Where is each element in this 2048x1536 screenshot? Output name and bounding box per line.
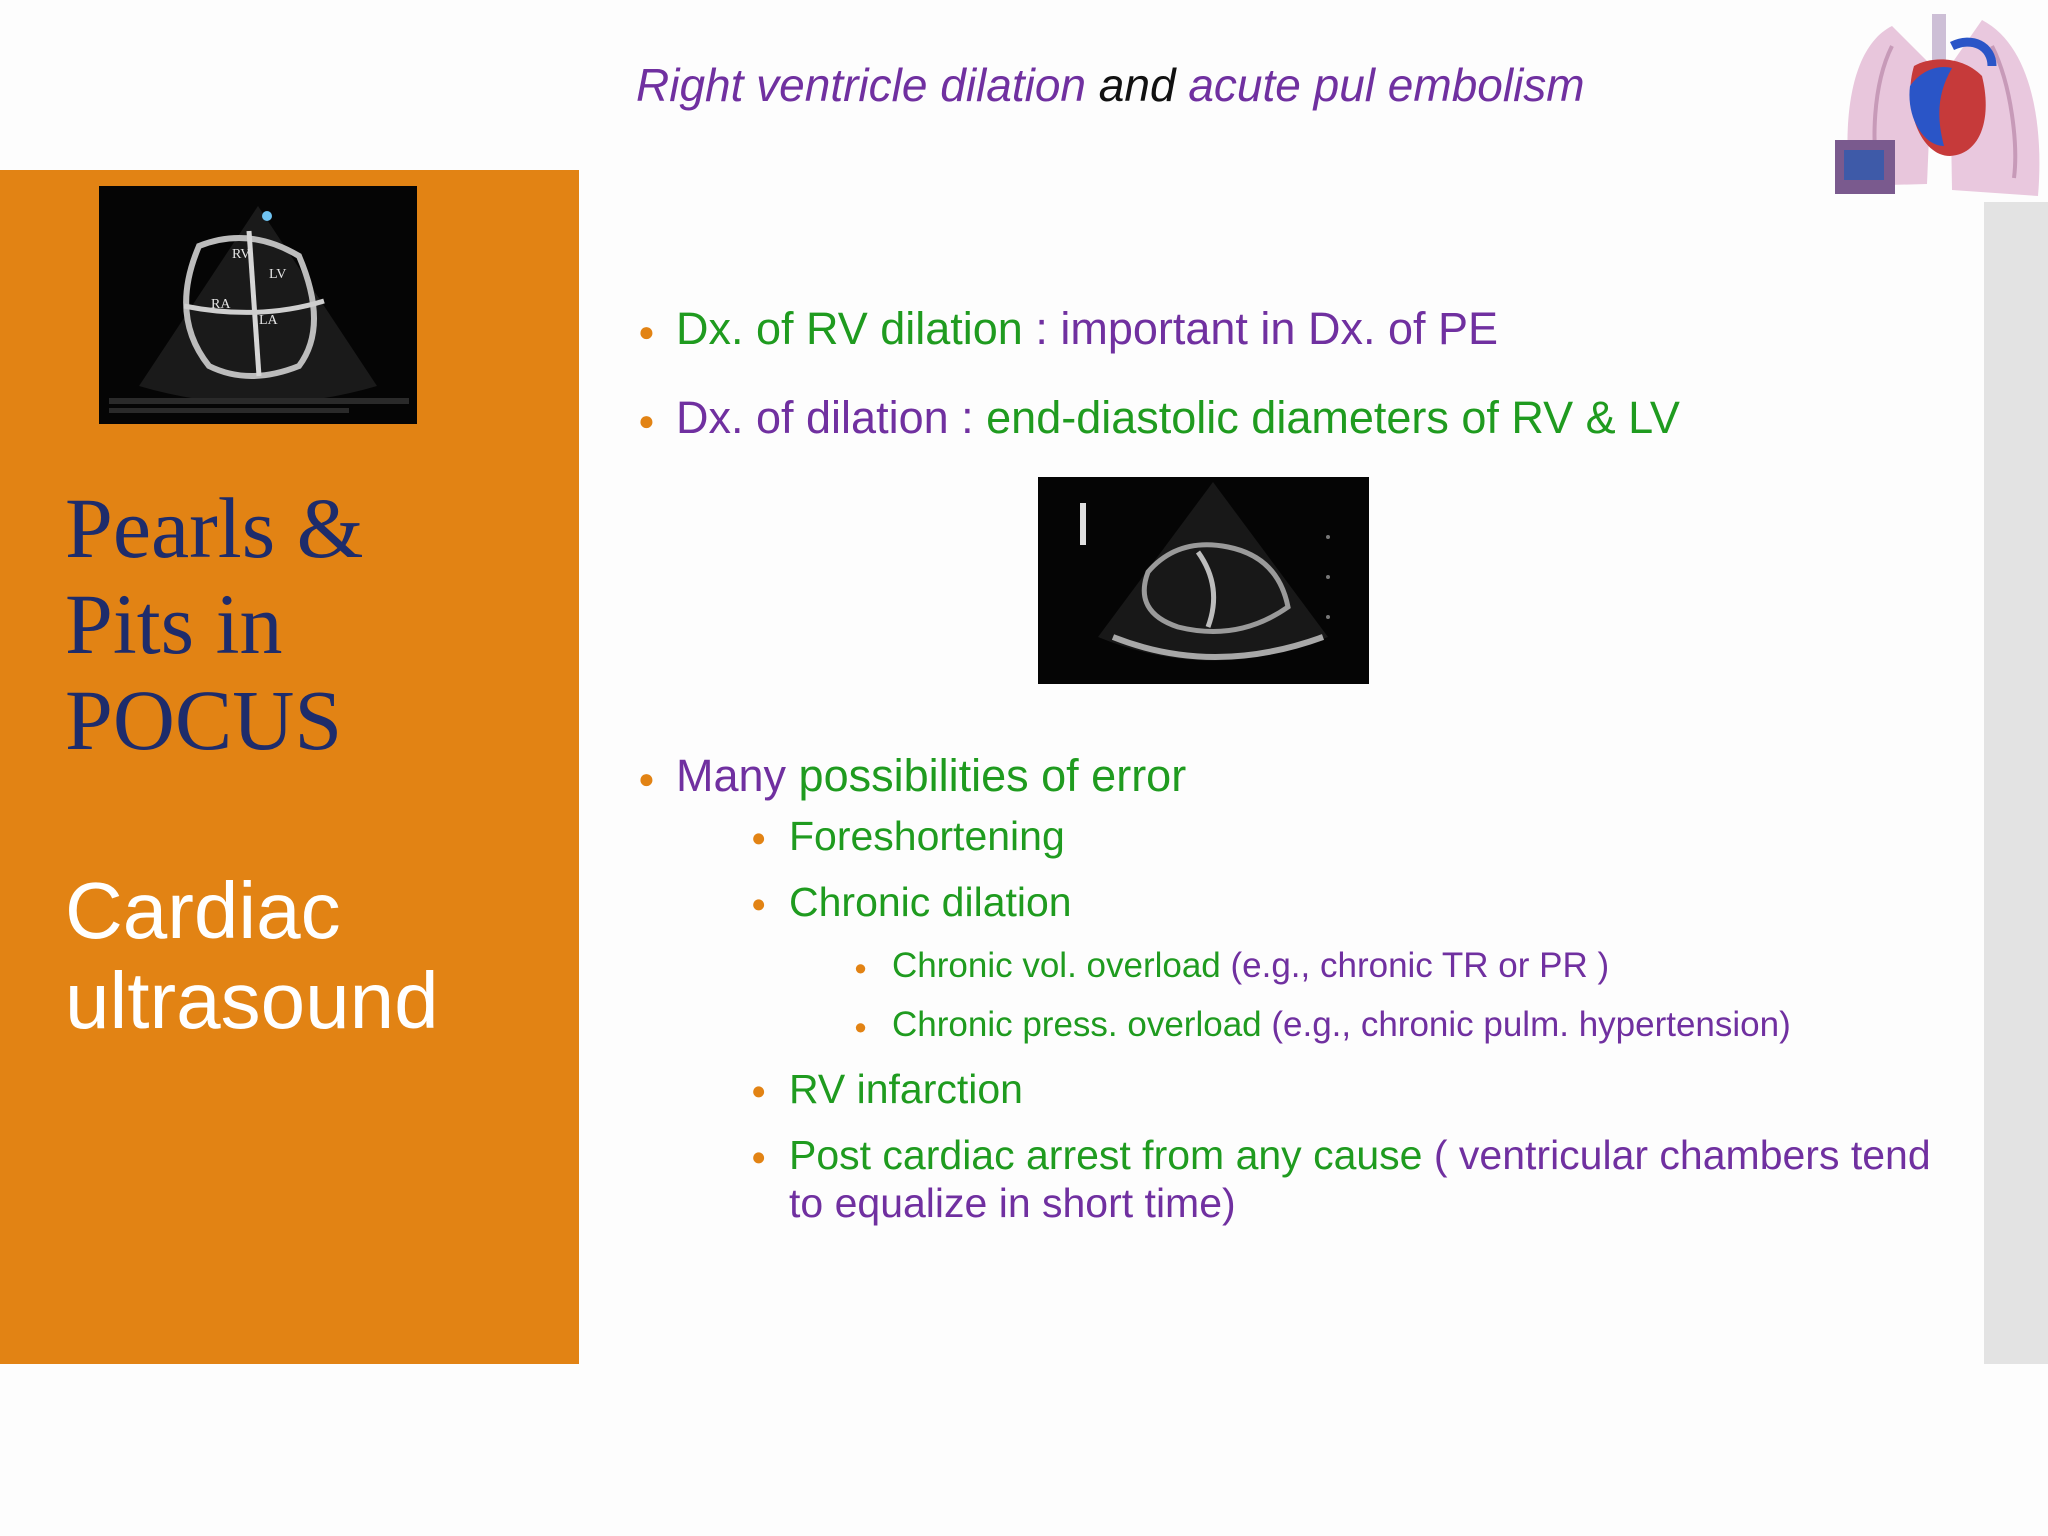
sidebar-title-line-1: Pearls & bbox=[65, 480, 364, 576]
label-lv: LV bbox=[269, 267, 287, 282]
sidebar-title-line-3: POCUS bbox=[65, 672, 343, 768]
sub-bullet-foreshortening: ● Foreshortening bbox=[751, 813, 1065, 859]
apical-four-chamber-image bbox=[99, 186, 417, 424]
bullet-dot-icon: ● bbox=[751, 824, 767, 853]
sidebar-title bbox=[65, 480, 545, 768]
bullet-dot-icon: ● bbox=[751, 1143, 767, 1172]
sub-bullet-post-cardiac-arrest-line-2: to equalize in short time) bbox=[789, 1180, 1236, 1226]
slide-title bbox=[636, 58, 1585, 112]
sidebar-title-line-2: Pits in bbox=[65, 576, 283, 672]
right-gray-strip bbox=[1984, 202, 2048, 1364]
bullet-dot-icon: ● bbox=[854, 1013, 868, 1039]
sidebar-subtitle-line-2: ultrasound bbox=[65, 956, 439, 1045]
bullet-dot-icon: ● bbox=[638, 404, 655, 436]
bullet-dot-icon: ● bbox=[638, 315, 655, 347]
bullet-dot-icon: ● bbox=[751, 1077, 767, 1106]
parasternal-echo-image bbox=[1038, 477, 1369, 684]
title-part-3: acute pul embolism bbox=[1188, 59, 1585, 111]
sidebar-subtitle bbox=[65, 866, 545, 1046]
sub-bullet-rv-infarction: ● RV infarction bbox=[751, 1066, 1023, 1112]
bullet-dot-icon: ● bbox=[751, 890, 767, 919]
sub-bullet-post-cardiac-arrest: ● Post cardiac arrest from any cause ( ventricular chambers tend bbox=[751, 1132, 1931, 1178]
title-part-2: and bbox=[1086, 59, 1189, 111]
bullet-1: ● Dx. of RV dilation : important in Dx. of PE bbox=[638, 303, 1499, 354]
label-rv: RV bbox=[232, 247, 251, 262]
sub-bullet-chronic-dilation: ● Chronic dilation bbox=[751, 879, 1072, 925]
lung-heart-illustration bbox=[1832, 6, 2046, 202]
title-part-1: Right ventricle dilation bbox=[636, 59, 1087, 111]
bullet-2: ● Dx. of dilation : end-diastolic diameters of RV & LV bbox=[638, 392, 1680, 443]
bullet-dot-icon: ● bbox=[854, 954, 868, 980]
sidebar-subtitle-line-1: Cardiac bbox=[65, 866, 341, 955]
label-la: LA bbox=[259, 313, 278, 328]
bullet-3: ● Many possibilities of error bbox=[638, 750, 1187, 801]
bullet-dot-icon: ● bbox=[638, 762, 655, 794]
sub-sub-bullet-press-overload: ● Chronic press. overload (e.g., chronic pulm. hypertension) bbox=[854, 1005, 1791, 1044]
label-ra: RA bbox=[211, 297, 231, 312]
sub-sub-bullet-vol-overload: ● Chronic vol. overload (e.g., chronic TR or PR ) bbox=[854, 946, 1610, 985]
